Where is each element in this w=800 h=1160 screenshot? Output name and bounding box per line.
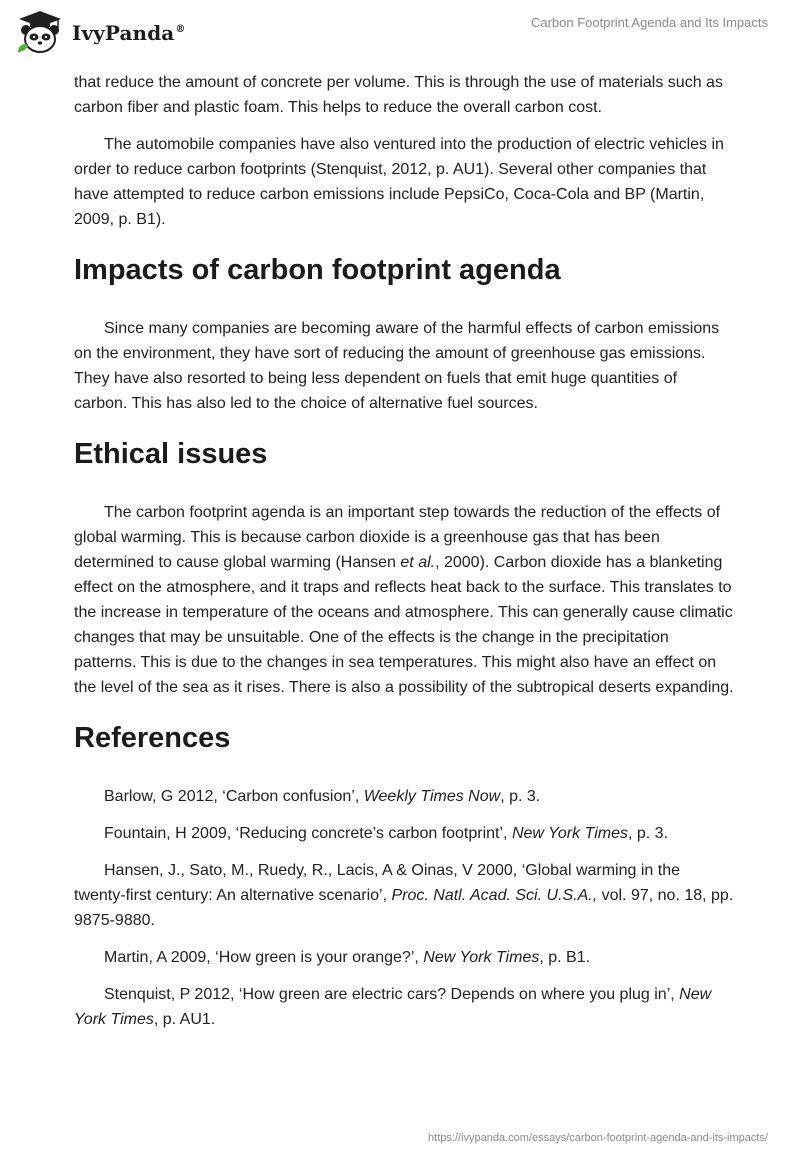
intro-paragraph-1: that reduce the amount of concrete per volume. This is through the use of materials such as carbon fiber and plastic foam. This helps to reduce the overall carbon cost. [74,74,723,116]
brand-logo[interactable] [14,8,185,58]
essay-body [74,70,734,1044]
panda-logo-icon [14,8,66,58]
reference-item: Stenquist, P 2012, ‘How green are electric cars? Depends on where you plug in’, New York Times, p. AU1. [74,986,712,1028]
intro-paragraph-2: The automobile companies have also ventured into the production of electric vehicles in order to reduce carbon footprints (Stenquist, 2012, p. AU1). Several other companies that have attempted to reduce carbon emissions include PepsiCo, Coca-Cola and BP (Martin, 2009, p. B1). [74,136,724,228]
reference-item: Barlow, G 2012, ‘Carbon confusion’, Weekly Times Now, p. 3. [104,788,541,805]
references-heading: References [74,722,231,754]
document-title: Carbon Footprint Agenda and Its Impacts [530,15,768,30]
ethical-issues-heading: Ethical issues [74,438,268,470]
reference-item: Fountain, H 2009, ‘Reducing concrete’s carbon footprint’, New York Times, p. 3. [104,825,669,842]
reference-item: Hansen, J., Sato, M., Ruedy, R., Lacis, A & Oinas, V 2000, ‘Global warming in the twenty-first century: An alternative scenario’, Proc. Natl. Acad. Sci. U.S.A., vol. 97, no. 18, pp. 9875-9880. [74,862,734,929]
impacts-paragraph: Since many companies are becoming aware of the harmful effects of carbon emissions on the environment, they have sort of reducing the amount of greenhouse gas emissions. They have also resorted to being less dependent on fuels that emit huge quantities of carbon. This has also led to the choice of alternative fuel sources. [74,320,720,412]
reference-item: Martin, A 2009, ‘How green is your orange?’, New York Times, p. B1. [104,949,591,966]
brand-name: IvyPanda® [72,21,186,45]
source-url-link[interactable]: https://ivypanda.com/essays/carbon-footprint-agenda-and-its-impacts/ [428,1132,768,1144]
ethical-issues-paragraph: The carbon footprint agenda is an important step towards the reduction of the effects of global warming. This is because carbon dioxide is a greenhouse gas that has been determined to cause global warming (Hansen et al., 2000). Carbon dioxide has a blanketing effect on the atmosphere, and it traps and reflects heat back to the surface. This translates to the increase in temperature of the oceans and atmosphere. This can generally cause climatic changes that may be unsuitable. One of the effects is the change in the precipitation patterns. This is due to the changes in sea temperatures. This might also have an effect on the level of the sea as it rises. There is also a possibility of the subtropical deserts expanding. [74,504,734,696]
impacts-heading: Impacts of carbon footprint agenda [74,254,561,286]
page-header [0,0,800,66]
